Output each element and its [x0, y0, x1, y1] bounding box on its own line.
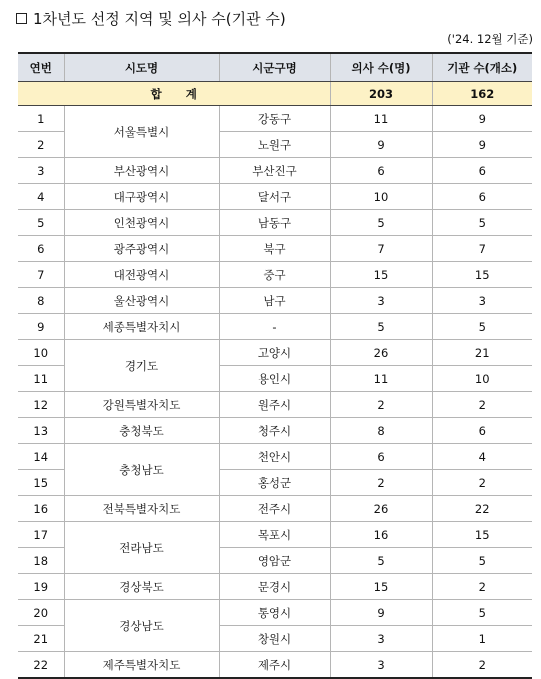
row-no: 2	[18, 132, 64, 158]
row-institutions: 6	[432, 158, 532, 184]
total-institutions: 162	[432, 82, 532, 106]
row-no: 9	[18, 314, 64, 340]
row-institutions: 2	[432, 652, 532, 679]
row-sigungu: 원주시	[219, 392, 330, 418]
row-sigungu: 고양시	[219, 340, 330, 366]
row-sido: 제주특별자치도	[64, 652, 219, 679]
row-institutions: 6	[432, 184, 532, 210]
row-sido: 전라남도	[64, 522, 219, 574]
row-doctors: 3	[330, 288, 432, 314]
row-doctors: 26	[330, 496, 432, 522]
row-sido: 세종특별자치시	[64, 314, 219, 340]
row-no: 3	[18, 158, 64, 184]
row-institutions: 15	[432, 262, 532, 288]
row-no: 11	[18, 366, 64, 392]
selection-table	[18, 52, 532, 679]
row-sido: 인천광역시	[64, 210, 219, 236]
row-sigungu: 노원구	[219, 132, 330, 158]
row-no: 4	[18, 184, 64, 210]
row-no: 13	[18, 418, 64, 444]
row-doctors: 9	[330, 600, 432, 626]
row-institutions: 1	[432, 626, 532, 652]
table-row	[18, 236, 532, 262]
row-sigungu: 창원시	[219, 626, 330, 652]
row-sigungu: 남동구	[219, 210, 330, 236]
row-sido: 서울특별시	[64, 106, 219, 158]
table-row	[18, 262, 532, 288]
total-row	[18, 82, 532, 106]
header-row	[18, 53, 532, 82]
row-sigungu: 홍성군	[219, 470, 330, 496]
row-no: 1	[18, 106, 64, 132]
header-sido: 시도명	[64, 53, 219, 82]
total-doctors: 203	[330, 82, 432, 106]
row-sigungu: 부산진구	[219, 158, 330, 184]
row-sigungu: 영암군	[219, 548, 330, 574]
row-sigungu: 통영시	[219, 600, 330, 626]
row-institutions: 3	[432, 288, 532, 314]
row-no: 18	[18, 548, 64, 574]
row-no: 8	[18, 288, 64, 314]
row-institutions: 6	[432, 418, 532, 444]
row-doctors: 9	[330, 132, 432, 158]
table-row	[18, 600, 532, 626]
row-institutions: 9	[432, 132, 532, 158]
table-row	[18, 522, 532, 548]
row-doctors: 6	[330, 158, 432, 184]
row-sido: 경상남도	[64, 600, 219, 652]
row-sido: 부산광역시	[64, 158, 219, 184]
row-institutions: 5	[432, 548, 532, 574]
row-doctors: 16	[330, 522, 432, 548]
table-row	[18, 340, 532, 366]
row-sigungu: 북구	[219, 236, 330, 262]
row-sigungu: 목포시	[219, 522, 330, 548]
row-doctors: 15	[330, 574, 432, 600]
row-institutions: 22	[432, 496, 532, 522]
row-institutions: 4	[432, 444, 532, 470]
row-doctors: 2	[330, 392, 432, 418]
row-doctors: 6	[330, 444, 432, 470]
row-sido: 전북특별자치도	[64, 496, 219, 522]
row-no: 14	[18, 444, 64, 470]
row-no: 20	[18, 600, 64, 626]
row-sigungu: 청주시	[219, 418, 330, 444]
table-row	[18, 418, 532, 444]
row-institutions: 9	[432, 106, 532, 132]
row-sido: 울산광역시	[64, 288, 219, 314]
row-doctors: 26	[330, 340, 432, 366]
row-doctors: 5	[330, 548, 432, 574]
table-row	[18, 496, 532, 522]
table-row	[18, 652, 532, 679]
row-doctors: 7	[330, 236, 432, 262]
table-row	[18, 444, 532, 470]
header-doctors: 의사 수(명)	[330, 53, 432, 82]
row-no: 6	[18, 236, 64, 262]
row-sido: 대전광역시	[64, 262, 219, 288]
row-institutions: 2	[432, 470, 532, 496]
row-institutions: 5	[432, 600, 532, 626]
row-sido: 경기도	[64, 340, 219, 392]
row-no: 17	[18, 522, 64, 548]
row-institutions: 5	[432, 210, 532, 236]
row-doctors: 11	[330, 106, 432, 132]
row-doctors: 10	[330, 184, 432, 210]
title-text: 1차년도 선정 지역 및 의사 수(기관 수)	[33, 10, 286, 28]
row-no: 21	[18, 626, 64, 652]
table-row	[18, 314, 532, 340]
row-sigungu: 강동구	[219, 106, 330, 132]
total-label: 합 계	[18, 82, 330, 106]
row-sido: 광주광역시	[64, 236, 219, 262]
row-doctors: 11	[330, 366, 432, 392]
row-institutions: 2	[432, 574, 532, 600]
row-no: 5	[18, 210, 64, 236]
row-institutions: 15	[432, 522, 532, 548]
row-no: 10	[18, 340, 64, 366]
header-sigungu: 시군구명	[219, 53, 330, 82]
row-sido: 강원특별자치도	[64, 392, 219, 418]
row-institutions: 10	[432, 366, 532, 392]
checkbox-square-icon	[16, 13, 27, 24]
table-row	[18, 574, 532, 600]
row-doctors: 15	[330, 262, 432, 288]
row-sigungu: 남구	[219, 288, 330, 314]
row-doctors: 5	[330, 210, 432, 236]
row-sigungu: 천안시	[219, 444, 330, 470]
row-no: 7	[18, 262, 64, 288]
row-sigungu: 용인시	[219, 366, 330, 392]
row-no: 19	[18, 574, 64, 600]
row-doctors: 3	[330, 652, 432, 679]
row-no: 16	[18, 496, 64, 522]
header-institutions: 기관 수(개소)	[432, 53, 532, 82]
row-sigungu: 제주시	[219, 652, 330, 679]
row-institutions: 2	[432, 392, 532, 418]
row-institutions: 5	[432, 314, 532, 340]
row-doctors: 3	[330, 626, 432, 652]
table-row	[18, 288, 532, 314]
row-sido: 충청북도	[64, 418, 219, 444]
row-sigungu: 문경시	[219, 574, 330, 600]
header-no: 연번	[18, 53, 64, 82]
row-institutions: 21	[432, 340, 532, 366]
row-sigungu: 중구	[219, 262, 330, 288]
table-row	[18, 184, 532, 210]
table-row	[18, 392, 532, 418]
reference-date-note: ('24. 12월 기준)	[447, 32, 533, 46]
row-sido: 경상북도	[64, 574, 219, 600]
row-no: 12	[18, 392, 64, 418]
row-doctors: 5	[330, 314, 432, 340]
row-doctors: 2	[330, 470, 432, 496]
row-sigungu: -	[219, 314, 330, 340]
row-sido: 대구광역시	[64, 184, 219, 210]
row-sigungu: 전주시	[219, 496, 330, 522]
table-row	[18, 158, 532, 184]
row-no: 22	[18, 652, 64, 679]
row-no: 15	[18, 470, 64, 496]
row-doctors: 8	[330, 418, 432, 444]
table-row	[18, 210, 532, 236]
row-sigungu: 달서구	[219, 184, 330, 210]
table-row	[18, 106, 532, 132]
row-institutions: 7	[432, 236, 532, 262]
document-title	[16, 8, 286, 29]
row-sido: 충청남도	[64, 444, 219, 496]
